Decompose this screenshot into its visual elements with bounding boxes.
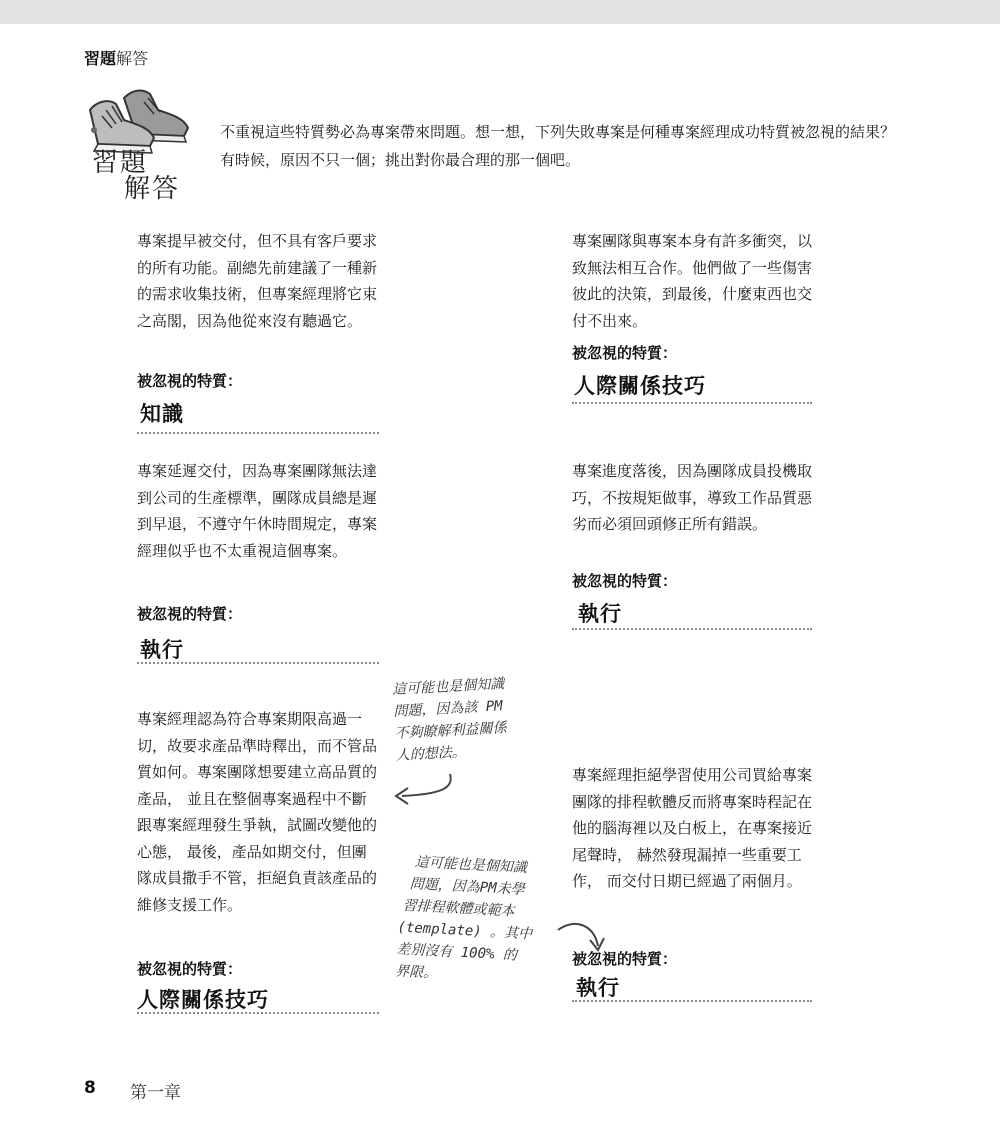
handwritten-note-1: [392, 673, 508, 767]
case-1-answer: 知識: [140, 401, 184, 426]
note-line: 差別沒有 100% 的: [395, 941, 518, 964]
case-text: 專案團隊與專案本身有許多衝突，以致無法相互合作。他們做了一些傷害彼此的決策，到最後，什麼東西也交付不出來。: [572, 232, 813, 330]
page-header: [84, 46, 148, 69]
arrow-left-icon: [388, 770, 468, 810]
note-line: 問題，因為該 PM: [393, 698, 504, 720]
case-text: 專案經理認為符合專案期限高過一切，故要求產品準時釋出，而不管品質如何。專案團隊想要建立高品質的產品， 並且在整個專案過程中不斷跟專案經理發生爭執，試圖改變他的心態， 最後，產品如期交付，但團隊成員撒手不管，拒絕負責該產品的維修支援工作。: [137, 710, 378, 914]
case-5-text: [137, 706, 381, 918]
case-5-answer: 人際關係技巧: [137, 987, 269, 1012]
note-line: 人的想法。: [395, 744, 467, 764]
note-line: 習排程軟體或範本: [402, 897, 515, 920]
page-number: 8: [84, 1078, 96, 1098]
note-line: 不夠瞭解利益關係: [394, 720, 507, 742]
trait-label: 被忽視的特質：: [572, 344, 678, 362]
case-2-answer: 人際關係技巧: [574, 373, 706, 398]
case-1-text: [137, 228, 381, 334]
case-3-answer: 執行: [140, 637, 184, 662]
answer-line: [137, 662, 379, 664]
chapter-label: 第一章: [130, 1083, 181, 1103]
answer-line: [572, 402, 812, 404]
case-text: 專案經理拒絕學習使用公司買給專案團隊的排程軟體反而將專案時程記在他的腦海裡以及白板上，在專案接近尾聲時， 赫然發現漏掉一些重要工作， 而交付日期已經過了兩個月。: [572, 766, 813, 890]
handwritten-note-2: [395, 851, 536, 990]
answer-line: [137, 432, 379, 434]
case-4-text: [572, 458, 816, 538]
case-text: 專案延遲交付，因為專案團隊無法達到公司的生產標準，團隊成員總是遲到早退，不遵守午休時間規定，專案經理似乎也不太重視這個專案。: [137, 462, 378, 560]
case-3-text: [137, 458, 381, 564]
top-bar: [0, 0, 1000, 24]
exercise-logo: [84, 80, 194, 204]
case-text: 專案提早被交付，但不具有客戶要求的所有功能。副總先前建議了一種新的需求收集技術，但專案經理將它束之高閣，因為他從來沒有聽過它。: [137, 232, 378, 330]
note-line: (template) 。其中: [397, 919, 533, 943]
trait-label: 被忽視的特質：: [137, 605, 243, 623]
answer-line: [137, 1012, 379, 1014]
note-line: 這可能也是個知識: [391, 676, 505, 698]
case-6-text: [572, 762, 816, 895]
trait-label: 被忽視的特質：: [572, 950, 678, 968]
trait-label: 被忽視的特質：: [137, 960, 243, 978]
trait-label: 被忽視的特質：: [137, 372, 243, 390]
case-6-answer: 執行: [576, 975, 620, 1000]
answer-line: [572, 628, 812, 630]
note-line: 界限。: [394, 963, 438, 982]
header-strong: 習題: [84, 49, 117, 68]
logo-title-line1: 習題: [92, 148, 149, 178]
case-text: 專案進度落後，因為團隊成員投機取巧，不按規矩做事，導致工作品質惡劣而必須回頭修正所有錯誤。: [572, 462, 813, 533]
note-line: 問題，因為PM未學: [409, 876, 525, 899]
case-2-text: [572, 228, 816, 334]
note-line: 這可能也是個知識: [414, 854, 528, 877]
trait-label: 被忽視的特質：: [572, 572, 678, 590]
header-light: 解答: [116, 49, 149, 68]
arrow-right-icon: [554, 918, 610, 954]
logo-title-line2: 解答: [124, 174, 181, 204]
intro-text: 不重視這些特質勢必為專案帶來問題。想一想，下列失敗專案是何種專案經理成功特質被忽視的結果？有時候，原因不只一個；挑出對你最合理的那一個吧。: [220, 123, 896, 169]
case-4-answer: 執行: [578, 601, 622, 626]
answer-line: [572, 1000, 812, 1002]
